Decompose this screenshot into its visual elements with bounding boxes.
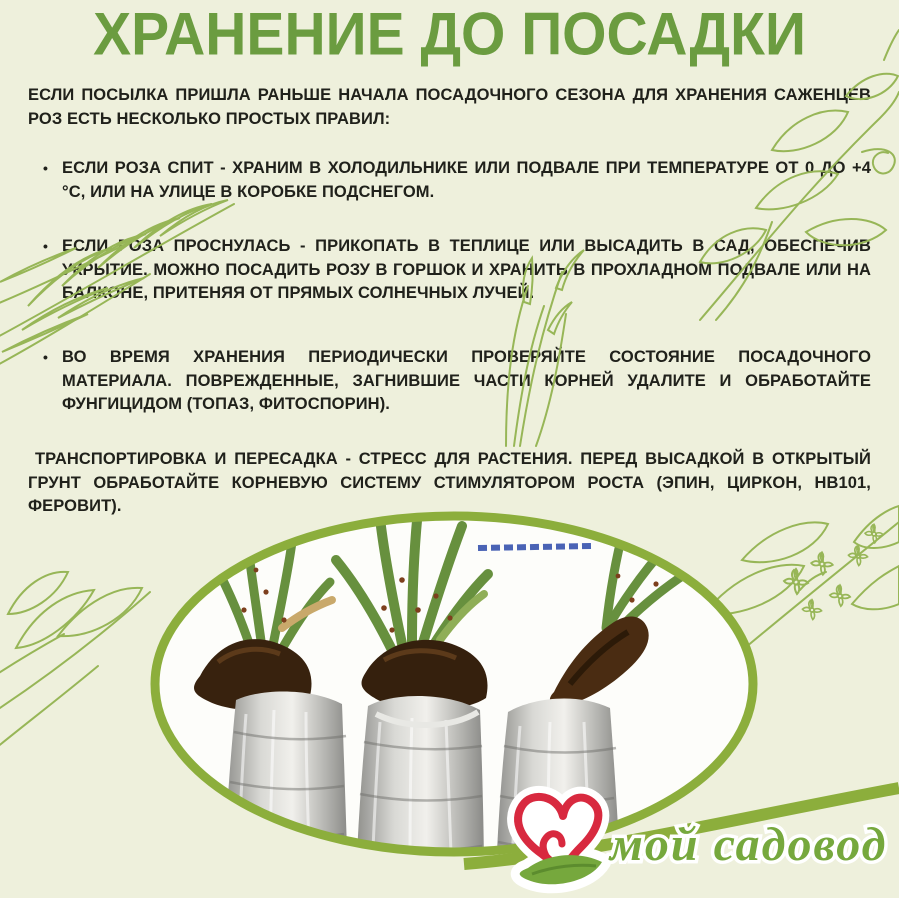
outro-paragraph: ТРАНСПОРТИРОВКА И ПЕРЕСАДКА - СТРЕСС ДЛЯ РАСТЕНИЯ. ПЕРЕД ВЫСАДКОЙ В ОТКРЫТЫЙ ГРУНТ ОБРАБОТАЙТЕ КОРНЕВУЮ СИСТЕМУ СТИМУЛЯТОРОМ РОСТА (ЭПИН, ЦИРКОН, НВ101, ФЕРОВИТ). — [28, 450, 871, 515]
bullet-rose-awake: • ЕСЛИ РОЗА ПРОСНУЛАСЬ - ПРИКОПАТЬ В ТЕПЛИЦЕ ИЛИ ВЫСАДИТЬ В САД, ОБЕСПЕЧИВ УКРЫТИЕ. МОЖНО ПОСАДИТЬ РОЗУ В ГОРШОК И ХРАНИТЬ В ПРОХЛАДНОМ ПОДВАЛЕ ИЛИ НА БАЛКОНЕ, ПРИТЕНЯЯ ОТ ПРЯМЫХ СОЛНЕЧНЫХ ЛУЧЕЙ. — [28, 235, 871, 306]
intro-paragraph: ЕСЛИ ПОСЫЛКА ПРИШЛА РАНЬШЕ НАЧАЛА ПОСАДОЧНОГО СЕЗОНА ДЛЯ ХРАНЕНИЯ САЖЕНЦЕВ РОЗ ЕСТЬ НЕСКОЛЬКО ПРОСТЫХ ПРАВИЛ: — [28, 86, 871, 128]
leaf-sprig-bottom-left-icon — [0, 572, 150, 748]
page-title: ХРАНЕНИЕ ДО ПОСАДКИ — [93, 0, 806, 69]
brand-text: мой садовод — [610, 818, 888, 871]
heart-leaf-icon — [518, 797, 602, 884]
small-flowers — [784, 524, 883, 619]
brand-logo — [458, 768, 899, 898]
watermark-strip — [478, 546, 592, 548]
bullet-rose-sleeping: • ЕСЛИ РОЗА СПИТ - ХРАНИМ В ХОЛОДИЛЬНИКЕ ИЛИ ПОДВАЛЕ ПРИ ТЕМПЕРАТУРЕ ОТ 0 ДО +4 °C, ИЛИ НА УЛИЦЕ В КОРОБКЕ ПОДСНЕГОМ. — [28, 157, 871, 204]
bullet-check-material: • ВО ВРЕМЯ ХРАНЕНИЯ ПЕРИОДИЧЕСКИ ПРОВЕРЯЙТЕ СОСТОЯНИЕ ПОСАДОЧНОГО МАТЕРИАЛА. ПОВРЕЖДЕННЫЕ, ЗАГНИВШИЕ ЧАСТИ КОРНЕЙ УДАЛИТЕ И ОБРАБОТАЙТЕ ФУНГИЦИДОМ (ТОПАЗ, ФИТОСПОРИН). — [28, 346, 871, 417]
